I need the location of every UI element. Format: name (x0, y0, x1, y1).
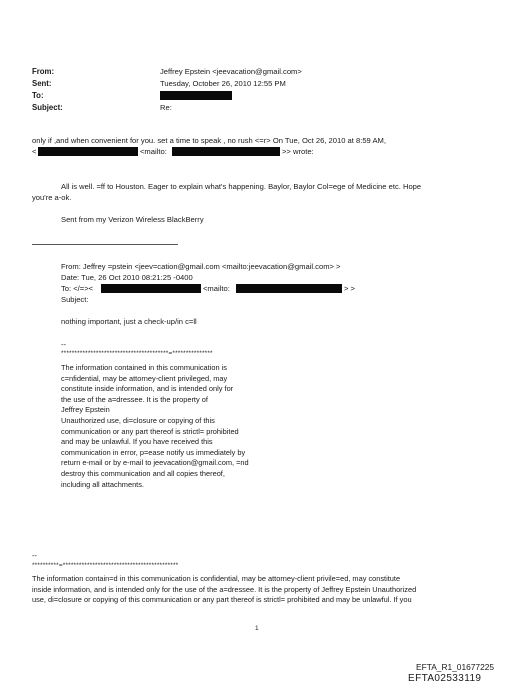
bates-number-2: EFTA02533119 (408, 673, 482, 684)
subject-value: Re: (160, 103, 172, 112)
body-line2-pre: < (32, 147, 37, 156)
quoted-dashes: -- (61, 340, 67, 349)
subject-label: Subject: (32, 103, 63, 112)
conf-line: and may be unlawful. If you have received this (61, 437, 213, 447)
quoted-message: nothing important, just a check-up/in c=ll (61, 317, 197, 326)
conf-line: the use of the a=dressee. It is the property of (61, 394, 208, 404)
conf-line: Jeffrey Epstein (61, 405, 110, 415)
conf-line: Unauthorized use, di=closure or copying of this (61, 415, 215, 425)
quoted-to-mailto: <mailto: (203, 284, 230, 293)
quoted-stars: ****************************************=*************** (61, 350, 213, 357)
page-number: 1 (255, 625, 259, 632)
confidentiality-notice (61, 363, 249, 490)
quoted-to-pre: To: </=>< (61, 284, 94, 293)
redaction-to (160, 91, 232, 100)
conf-line: c=nfidential, may be attorney-client privileged, may (61, 373, 228, 383)
footer-line: The information contain=d in this communication is confidential, may be attorney-client privile=ed, may constitute (32, 574, 401, 583)
signature: Sent from my Verizon Wireless BlackBerry (61, 215, 204, 224)
bates-number-1: EFTA_R1_01677225 (416, 662, 495, 672)
conf-line: including all attachments. (61, 479, 144, 489)
quoted-to-post: > > (344, 284, 355, 293)
from-value: Jeffrey Epstein <jeevacation@gmail.com> (160, 67, 302, 76)
body-line1: only if ,and when convenient for you. set a time to speak , no rush <=r> On Tue, Oct 26, 2010 at 8:59 AM, (32, 136, 386, 145)
redaction-line2-a (38, 147, 138, 156)
footer-dashes: -- (32, 551, 38, 560)
quoted-date: Date: Tue, 26 Oct 2010 08:21:25 -0400 (61, 273, 193, 282)
footer-stars: **********=******************************************* (32, 562, 179, 569)
reply-line1: All is well. =ff to Houston. Eager to explain what's happening. Baylor, Baylor Col=ege of Medicine etc. Hope (61, 182, 422, 191)
to-label: To: (32, 91, 44, 100)
footer-line: use, di=closure or copying of this communication or any part thereof is strictl= prohibited and may be unlawful. If you (32, 595, 412, 605)
footer-notice (32, 574, 416, 606)
body-line2-post: >> wrote: (282, 147, 314, 156)
separator-line (32, 244, 178, 245)
conf-line: The information contained in this communication is (61, 363, 227, 372)
body-line2-mailto: <mailto: (140, 147, 167, 156)
quoted-from: From: Jeffrey =pstein <jeev=cation@gmail.com <mailto:jeevacation@gmail.com> > (61, 262, 341, 271)
sent-label: Sent: (32, 79, 52, 88)
reply-line2: you're a-ok. (32, 193, 72, 202)
redaction-quoted-to-a (101, 284, 201, 293)
conf-line: communication or any part thereof is strictl= prohibited (61, 426, 239, 436)
conf-line: destroy this communication and all copies thereof, (61, 468, 225, 478)
conf-line: constitute inside information, and is intended only for (61, 384, 234, 394)
redaction-quoted-to-b (236, 284, 342, 293)
redaction-line2-b (172, 147, 280, 156)
sent-value: Tuesday, October 26, 2010 12:55 PM (160, 79, 286, 88)
quoted-subject: Subject: (61, 295, 89, 304)
conf-line: return e-mail or by e-mail to jeevacation@gmail.com, =nd (61, 458, 249, 468)
conf-line: communication in error, p=ease notify us immediately by (61, 447, 246, 457)
footer-line: inside information, and is intended only for the use of the a=dressee. It is the property of Jeffrey Epstein Unauthorized (32, 584, 417, 594)
from-label: From: (32, 67, 55, 76)
